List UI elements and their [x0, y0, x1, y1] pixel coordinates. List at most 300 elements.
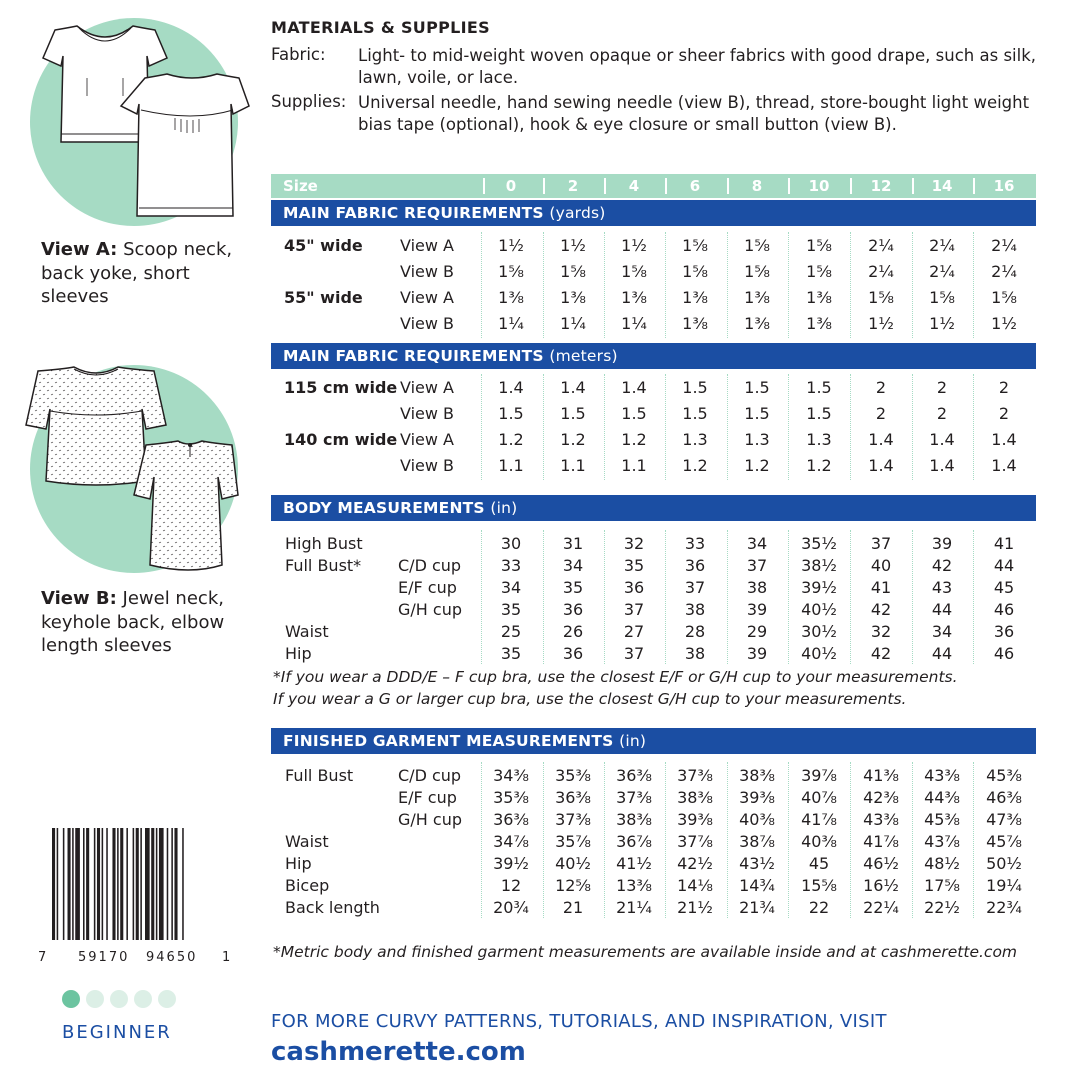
body-cell: 34: [562, 556, 584, 575]
yards-column-divider: [665, 232, 666, 338]
view-b-caption: [41, 587, 251, 658]
meters-section-unit: (meters): [549, 347, 618, 365]
yards-row-sublabel: View A: [400, 288, 454, 307]
barcode-bar: [75, 828, 80, 940]
finished-cell: 45: [808, 854, 830, 873]
yards-cell: 1⅜: [682, 314, 708, 333]
body-cell: 39: [746, 600, 768, 619]
difficulty-dot: [158, 990, 176, 1008]
size-header-label: Size: [283, 177, 318, 195]
body-column-divider: [973, 530, 974, 664]
view-b-illustration: [18, 365, 243, 580]
meters-section-title: MAIN FABRIC REQUIREMENTS: [283, 347, 544, 365]
meters-cell: 1.2: [744, 456, 770, 475]
body-column-divider: [850, 530, 851, 664]
finished-cell: 41½: [616, 854, 652, 873]
finished-cell: 47⅜: [986, 810, 1022, 829]
body-cell: 44: [993, 556, 1015, 575]
body-cell: 44: [931, 644, 953, 663]
barcode-bar: [68, 828, 71, 940]
meters-cell: 1.4: [868, 430, 894, 449]
barcode-bar: [83, 828, 85, 940]
finished-row-label: Waist: [285, 832, 329, 851]
body-cell: 43: [931, 578, 953, 597]
barcode-digit-group-2: 94650: [146, 950, 198, 965]
meters-column-divider: [788, 374, 789, 480]
barcode-digit-group-1: 59170: [78, 950, 130, 965]
finished-cell: 35⅜: [493, 788, 529, 807]
body-cell: 40½: [801, 644, 837, 663]
body-cell: 31: [562, 534, 584, 553]
body-cell: 42: [870, 644, 892, 663]
yards-column-divider: [788, 232, 789, 338]
body-cell: 34: [746, 534, 768, 553]
finished-cell: 43½: [739, 854, 775, 873]
finished-cell: 21½: [677, 898, 713, 917]
body-cell: 42: [870, 600, 892, 619]
view-a-label: View A:: [41, 239, 118, 260]
meters-row-sublabel: View B: [400, 404, 455, 423]
body-cell: 40: [870, 556, 892, 575]
finished-column-divider: [788, 762, 789, 918]
yards-column-divider: [481, 232, 482, 338]
finished-cell: 48½: [924, 854, 960, 873]
finished-cell: 35⅜: [555, 766, 591, 785]
yards-column-divider: [543, 232, 544, 338]
meters-cell: 1.2: [498, 430, 524, 449]
finished-cell: 50½: [986, 854, 1022, 873]
yards-cell: 2¼: [991, 262, 1017, 281]
body-cell: 37: [623, 644, 645, 663]
size-0: 0: [505, 177, 517, 195]
finished-column-divider: [973, 762, 974, 918]
barcode-bar: [120, 828, 123, 940]
yards-cell: 2¼: [991, 236, 1017, 255]
finished-cell: 38⅜: [739, 766, 775, 785]
yards-cell: 1⅜: [498, 288, 524, 307]
size-6: 6: [689, 177, 701, 195]
finished-section-unit: (in): [619, 732, 647, 750]
finished-cell: 45⅜: [924, 810, 960, 829]
finished-cell: 41⅞: [801, 810, 837, 829]
meters-cell: 1.5: [621, 404, 647, 423]
finished-column-divider: [727, 762, 728, 918]
body-cell: 41: [993, 534, 1015, 553]
finished-cell: 39⅜: [739, 788, 775, 807]
size-14: 14: [931, 177, 953, 195]
yards-section-unit: (yards): [549, 204, 606, 222]
finished-cell: 42½: [677, 854, 713, 873]
finished-cell: 36⅜: [493, 810, 529, 829]
view-b-label: View B:: [41, 588, 117, 609]
size-header-divider: [665, 178, 667, 194]
body-row-label: Full Bust*: [285, 556, 362, 575]
yards-row-sublabel: View B: [400, 314, 455, 333]
body-cell: 30½: [801, 622, 837, 641]
yards-cell: 1⅝: [806, 262, 832, 281]
finished-cell: 41⅜: [863, 766, 899, 785]
meters-cell: 1.2: [621, 430, 647, 449]
body-cell: 33: [684, 534, 706, 553]
meters-column-divider: [850, 374, 851, 480]
barcode-bar: [145, 828, 150, 940]
barcode-bar: [182, 828, 184, 940]
finished-cell: 40⅞: [801, 788, 837, 807]
size-2: 2: [567, 177, 579, 195]
meters-cell: 1.4: [929, 456, 955, 475]
meters-column-divider: [543, 374, 544, 480]
finished-row-label: Back length: [285, 898, 380, 917]
finished-cell: 21: [562, 898, 584, 917]
body-cell: 25: [500, 622, 522, 641]
body-cell: 29: [746, 622, 768, 641]
yards-cell: 1½: [991, 314, 1017, 333]
meters-cell: 2: [998, 378, 1010, 397]
finished-cell: 34⅜: [493, 766, 529, 785]
barcode-bar: [171, 828, 173, 940]
meters-cell: 1.5: [682, 404, 708, 423]
finished-column-divider: [543, 762, 544, 918]
barcode-bar: [133, 828, 135, 940]
meters-section-header: [271, 343, 1036, 369]
body-column-divider: [727, 530, 728, 664]
meters-cell: 1.5: [560, 404, 586, 423]
meters-cell: 1.3: [744, 430, 770, 449]
finished-cell: 43⅞: [924, 832, 960, 851]
barcode-bar: [94, 828, 96, 940]
meters-cell: 2: [875, 378, 887, 397]
finished-cell: 13⅜: [616, 876, 652, 895]
barcode-bar: [167, 828, 169, 940]
meters-cell: 1.1: [621, 456, 647, 475]
finished-cell: 39⅞: [801, 766, 837, 785]
barcode-bar: [97, 828, 100, 940]
yards-row-label: 55" wide: [284, 288, 363, 307]
finished-cell: 46⅜: [986, 788, 1022, 807]
body-cell: 39½: [801, 578, 837, 597]
finished-cell: 14⅛: [677, 876, 713, 895]
body-column-divider: [604, 530, 605, 664]
finished-cell: 43⅜: [863, 810, 899, 829]
meters-cell: 1.2: [806, 456, 832, 475]
yards-column-divider: [604, 232, 605, 338]
meters-cell: 1.5: [682, 378, 708, 397]
barcode-bar: [57, 828, 59, 940]
finished-column-divider: [912, 762, 913, 918]
yards-cell: 2¼: [929, 236, 955, 255]
body-cell: 34: [931, 622, 953, 641]
yards-cell: 1½: [929, 314, 955, 333]
body-cell: 36: [562, 600, 584, 619]
finished-cell: 14¾: [739, 876, 775, 895]
body-section-unit: (in): [490, 499, 518, 517]
yards-column-divider: [912, 232, 913, 338]
body-cell: 39: [746, 644, 768, 663]
finished-cell: 45⅜: [986, 766, 1022, 785]
finished-row-label: Hip: [285, 854, 312, 873]
meters-column-divider: [481, 374, 482, 480]
yards-cell: 1½: [560, 236, 586, 255]
yards-cell: 1⅝: [682, 262, 708, 281]
meters-cell: 1.1: [560, 456, 586, 475]
finished-cell: 17⅝: [924, 876, 960, 895]
body-row-sublabel: G/H cup: [398, 600, 462, 619]
body-cell: 38: [746, 578, 768, 597]
body-cell: 36: [562, 644, 584, 663]
finished-cell: 38⅜: [677, 788, 713, 807]
yards-column-divider: [973, 232, 974, 338]
finished-row-sublabel: G/H cup: [398, 810, 462, 829]
body-column-divider: [665, 530, 666, 664]
yards-cell: 1½: [621, 236, 647, 255]
yards-cell: 1⅜: [806, 288, 832, 307]
yards-cell: 1⅜: [560, 288, 586, 307]
view-a-illustration: [25, 18, 250, 218]
body-cell: 28: [684, 622, 706, 641]
yards-cell: 1⅝: [621, 262, 647, 281]
finished-cell: 39⅜: [677, 810, 713, 829]
body-cell: 39: [931, 534, 953, 553]
yards-cell: 1⅝: [744, 262, 770, 281]
yards-cell: 1⅝: [991, 288, 1017, 307]
finished-cell: 15⅝: [801, 876, 837, 895]
barcode-bar: [156, 828, 158, 940]
finished-cell: 37⅞: [677, 832, 713, 851]
meters-cell: 2: [936, 404, 948, 423]
difficulty-label: BEGINNER: [62, 1022, 172, 1043]
finished-cell: 44⅜: [924, 788, 960, 807]
body-cell: 36: [993, 622, 1015, 641]
barcode: [50, 828, 220, 946]
meters-column-divider: [665, 374, 666, 480]
meters-cell: 1.4: [991, 456, 1017, 475]
meters-cell: 1.2: [560, 430, 586, 449]
size-header-divider: [483, 178, 485, 194]
finished-cell: 39½: [493, 854, 529, 873]
finished-cell: 37⅜: [616, 788, 652, 807]
meters-cell: 2: [936, 378, 948, 397]
meters-cell: 1.3: [682, 430, 708, 449]
body-cell: 46: [993, 600, 1015, 619]
yards-row-sublabel: View A: [400, 236, 454, 255]
yards-cell: 2¼: [929, 262, 955, 281]
body-cell: 35: [562, 578, 584, 597]
finished-cell: 22¼: [863, 898, 899, 917]
barcode-bar: [174, 828, 177, 940]
finished-cell: 38⅞: [739, 832, 775, 851]
size-header-bar: [271, 174, 1036, 198]
yards-cell: 1⅜: [806, 314, 832, 333]
barcode-bar: [112, 828, 115, 940]
meters-cell: 1.4: [498, 378, 524, 397]
meters-row-sublabel: View A: [400, 378, 454, 397]
yards-cell: 1½: [498, 236, 524, 255]
meters-cell: 2: [998, 404, 1010, 423]
yards-section-title: MAIN FABRIC REQUIREMENTS: [283, 204, 544, 222]
body-cell: 36: [684, 556, 706, 575]
meters-cell: 1.5: [806, 404, 832, 423]
difficulty-dot-filled: [62, 990, 80, 1008]
finished-row-sublabel: C/D cup: [398, 766, 462, 785]
meters-row-label: 115 cm wide: [284, 378, 398, 397]
barcode-bar: [136, 828, 139, 940]
finished-column-divider: [604, 762, 605, 918]
supplies-text: Universal needle, hand sewing needle (view B), thread, store-bought light weight bias tape (optional), hook & eye closure or small button (view B).: [358, 93, 1030, 134]
finished-cell: 42⅜: [863, 788, 899, 807]
yards-cell: 1⅝: [682, 236, 708, 255]
fabric-text: Light- to mid-weight woven opaque or sheer fabrics with good drape, such as silk, lawn, voile, or lace.: [358, 46, 1037, 87]
body-cell: 42: [931, 556, 953, 575]
yards-cell: 2¼: [868, 262, 894, 281]
body-cell: 27: [623, 622, 645, 641]
yards-row-label: 45" wide: [284, 236, 363, 255]
yards-cell: 1¼: [498, 314, 524, 333]
finished-cell: 16½: [863, 876, 899, 895]
finished-cell: 35⅞: [555, 832, 591, 851]
meters-cell: 1.4: [560, 378, 586, 397]
finished-section-title: FINISHED GARMENT MEASUREMENTS: [283, 732, 614, 750]
yards-cell: 1⅜: [682, 288, 708, 307]
finished-cell: 40⅜: [739, 810, 775, 829]
size-header-divider: [850, 178, 852, 194]
finished-cell: 20¾: [493, 898, 529, 917]
body-cell: 34: [500, 578, 522, 597]
yards-cell: 1⅝: [868, 288, 894, 307]
yards-cell: 1⅝: [560, 262, 586, 281]
size-header-divider: [973, 178, 975, 194]
body-cell: 38½: [801, 556, 837, 575]
barcode-digit-2: 1: [222, 950, 231, 965]
body-cell: 38: [684, 644, 706, 663]
body-row-label: Hip: [285, 644, 312, 663]
body-cell: 35: [623, 556, 645, 575]
body-cell: 45: [993, 578, 1015, 597]
finished-cell: 37⅜: [677, 766, 713, 785]
meters-row-sublabel: View A: [400, 430, 454, 449]
meters-cell: 1.5: [498, 404, 524, 423]
metric-note: *Metric body and finished garment measurements are available inside and at cashmerette.com: [273, 943, 1018, 961]
barcode-bar: [52, 828, 55, 940]
finished-cell: 41⅞: [863, 832, 899, 851]
yards-row-sublabel: View B: [400, 262, 455, 281]
barcode-bar: [106, 828, 108, 940]
finished-cell: 40⅜: [801, 832, 837, 851]
finished-cell: 43⅜: [924, 766, 960, 785]
finished-section-header: [271, 728, 1036, 754]
barcode-bar: [102, 828, 104, 940]
body-cell: 36: [623, 578, 645, 597]
finished-column-divider: [850, 762, 851, 918]
body-cell: 32: [870, 622, 892, 641]
size-header-divider: [727, 178, 729, 194]
body-cell: 32: [623, 534, 645, 553]
body-cell: 37: [684, 578, 706, 597]
meters-cell: 1.4: [621, 378, 647, 397]
finished-cell: 21¾: [739, 898, 775, 917]
finished-cell: 22¾: [986, 898, 1022, 917]
size-header-divider: [788, 178, 790, 194]
finished-column-divider: [481, 762, 482, 918]
finished-cell: 34⅞: [493, 832, 529, 851]
body-note-2: If you wear a G or larger cup bra, use the closest G/H cup to your measurements.: [273, 690, 907, 708]
meters-cell: 1.5: [744, 378, 770, 397]
barcode-bar: [151, 828, 154, 940]
barcode-bar: [126, 828, 128, 940]
size-header-divider: [912, 178, 914, 194]
body-cell: 38: [684, 600, 706, 619]
finished-row-label: Bicep: [285, 876, 330, 895]
meters-cell: 1.4: [868, 456, 894, 475]
finished-row-label: Full Bust: [285, 766, 354, 785]
body-cell: 30: [500, 534, 522, 553]
yards-cell: 1⅝: [806, 236, 832, 255]
body-cell: 35½: [801, 534, 837, 553]
finished-row-sublabel: E/F cup: [398, 788, 457, 807]
body-cell: 37: [623, 600, 645, 619]
body-cell: 26: [562, 622, 584, 641]
finished-cell: 45⅞: [986, 832, 1022, 851]
body-column-divider: [481, 530, 482, 664]
body-row-sublabel: C/D cup: [398, 556, 462, 575]
finished-cell: 19¼: [986, 876, 1022, 895]
barcode-bar: [159, 828, 164, 940]
barcode-bar: [72, 828, 74, 940]
yards-column-divider: [727, 232, 728, 338]
meters-column-divider: [912, 374, 913, 480]
yards-cell: 1⅜: [621, 288, 647, 307]
meters-cell: 1.1: [498, 456, 524, 475]
body-column-divider: [788, 530, 789, 664]
size-12: 12: [870, 177, 892, 195]
footer-url[interactable]: cashmerette.com: [271, 1037, 526, 1067]
materials-title: MATERIALS & SUPPLIES: [271, 18, 490, 37]
yards-section-header: [271, 200, 1036, 226]
yards-column-divider: [850, 232, 851, 338]
body-cell: 35: [500, 644, 522, 663]
footer-tagline: FOR MORE CURVY PATTERNS, TUTORIALS, AND INSPIRATION, VISIT: [271, 1011, 887, 1032]
view-a-caption: [41, 238, 251, 309]
yards-cell: 1⅜: [744, 314, 770, 333]
size-4: 4: [628, 177, 640, 195]
view-b-description: Jewel neck, keyhole back, elbow length sleeves: [41, 588, 225, 656]
size-10: 10: [808, 177, 830, 195]
yards-cell: 1⅝: [498, 262, 524, 281]
finished-cell: 36⅜: [616, 766, 652, 785]
barcode-digit-1: 7: [38, 950, 47, 965]
finished-column-divider: [665, 762, 666, 918]
body-section-header: [271, 495, 1036, 521]
yards-cell: 1¼: [560, 314, 586, 333]
finished-cell: 21¼: [616, 898, 652, 917]
meters-cell: 1.4: [991, 430, 1017, 449]
size-8: 8: [751, 177, 763, 195]
barcode-bar: [117, 828, 119, 940]
finished-cell: 37⅜: [555, 810, 591, 829]
size-header-divider: [543, 178, 545, 194]
meters-cell: 1.4: [929, 430, 955, 449]
barcode-bar: [140, 828, 142, 940]
meters-column-divider: [973, 374, 974, 480]
meters-row-sublabel: View B: [400, 456, 455, 475]
body-column-divider: [543, 530, 544, 664]
finished-cell: 36⅞: [616, 832, 652, 851]
finished-cell: 22½: [924, 898, 960, 917]
meters-cell: 1.5: [744, 404, 770, 423]
yards-cell: 1½: [868, 314, 894, 333]
meters-cell: 1.5: [806, 378, 832, 397]
body-cell: 33: [500, 556, 522, 575]
finished-cell: 12⅝: [555, 876, 591, 895]
